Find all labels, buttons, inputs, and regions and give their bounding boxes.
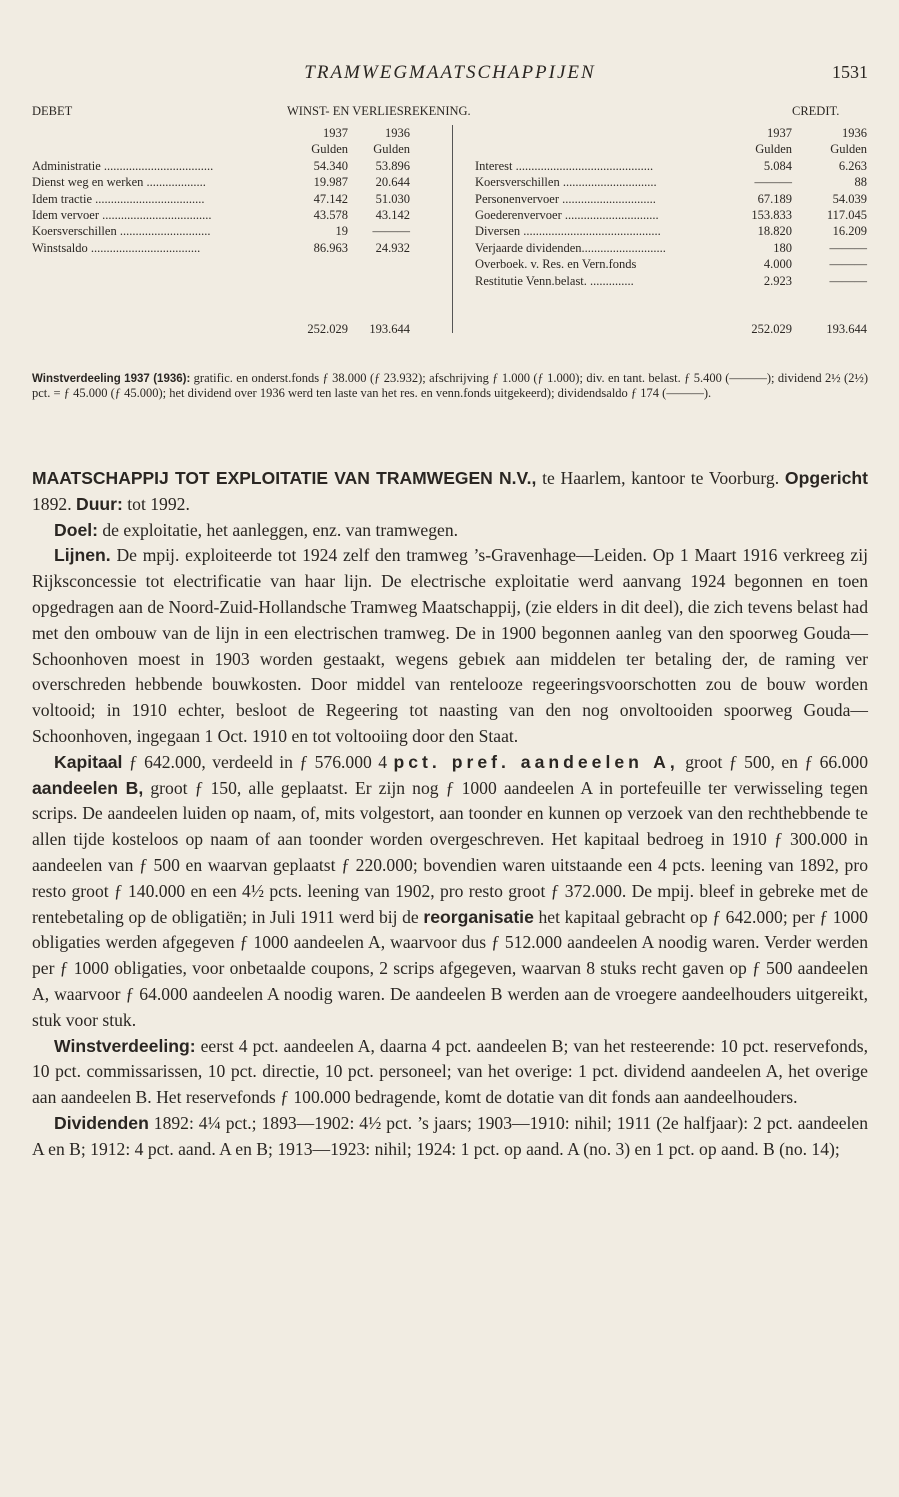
running-header [32,62,868,86]
debet-item-label: Administratie ................................... [32,159,214,173]
debet-item-1936: 53.896 [375,159,410,173]
debet-item-1937: 19 [335,224,348,238]
year-1937-left: 1937 [323,126,348,140]
profit-sharing-text: eerst 4 pct. aandeelen A, daarna 4 pct. aandeelen B; van het resteerende: 10 pct. reservefonds, 10 pct. commissarissen, 10 pct. directie, 10 pct. personeel; van het overige: 1 pct. dividend aandeelen A, het overige aan aandeelen B. Het reservefonds ƒ 100.000 bedragende, komt de dotatie van dit fonds aan aandeelhouders. [32,1035,868,1108]
note-text: gratific. en onderst.fonds ƒ 38.000 (ƒ 23.932); afschrijving ƒ 1.000 (ƒ 1.000); div. en tant. belast. ƒ 5.400 (———); dividend 2½ (2½) pct. = ƒ 45.000 (ƒ 45.000); het dividend over 1936 werd ten laste van het res. en venn.fonds uitgekeerd); dividendsaldo ƒ 174 (———). [32,371,869,400]
profit-distribution-note [32,372,868,400]
capital-text-1: ƒ 642.000, verdeeld in ƒ 576.000 4 [122,751,394,772]
credit-item-1936: ——— [829,241,867,255]
founded-label: Opgericht [784,468,868,488]
reorganisation-label: reorganisatie [423,906,534,927]
year-1936-left: 1936 [385,126,410,140]
debet-item-1937: 47.142 [313,192,348,206]
lines-text: De mpij. exploiteerde tot 1924 zelf den tramweg ’s-Gravenhage—Leiden. Op 1 Maart 1916 verkreeg zij Rijksconcessie tot electrificatie van haar lijn. De electrische exploitatie werd aanvang 1924 begonnen en toen opgedragen aan de Noord-Zuid-Hollandsche Tramweg Maatschappij, (zie elders in dit deel), die zich tevens belast had met den ombouw van de lijn in een electrischen tramweg. De in 1900 begonnen aanleg van den spoorweg Gouda—Schoonhoven moest in 1903 worden gestaakt, wegens gebıek aan middelen ter betaling der, de raming ver overschreden hebbende bouwkosten. Door middel van rentelooze regeeringsvoorschotten zou de bouw worden voltooid; in 1910 echter, besloot de Regeering tot naasting van den nog onvoltooiden spoorweg Gouda—Schoonhoven, ingegaan 1 Oct. 1910 en tot voltooiing door den Staat. [32,545,868,746]
debet-item-1937: 54.340 [313,159,348,173]
credit-item-1937: 153.833 [751,208,792,222]
credit-item-label: Goederenvervoer .............................. [475,208,659,222]
debet-item-label: Koersverschillen ............................. [32,224,211,238]
credit-item-1936: ——— [829,257,867,271]
duration-value: tot 1992. [122,493,190,514]
capital-text-3: groot ƒ 150, alle geplaatst. Er zijn nog ƒ 1000 aandeelen A in portefeuille ter verwisseling tegen scrips. De aandeelen luiden op naam, of, mits volgestort, aan toonder en kunnen op verzoek van den rechthebbende te allen tijde kosteloos op naam of aan toonder worden overgeschreven. Het kapitaal bedroeg in 1910 ƒ 300.000 in aandeelen van ƒ 500 en waarvan geplaatst ƒ 220.000; bovendien waren uitstaande een 4 pcts. leening van 1892, pro resto groot ƒ 140.000 en een 4½ pcts. leening van 1902, pro resto groot ƒ 372.000. De mpij. bleef in gebreke met de rentebetaling op de obligatiën; in Juli 1911 werd bij de [32,777,868,927]
founded-value: 1892. [32,493,76,514]
credit-item-1937: 5.084 [763,159,792,173]
page-number: 1531 [832,62,868,82]
purpose-label: Doel: [54,519,98,540]
credit-item-1937: 180 [773,241,792,255]
credit-item-1937: 67.189 [757,192,792,206]
credit-item-1936: 6.263 [838,159,867,173]
duration-label: Duur: [75,493,123,514]
debet-item-1937: 19.987 [313,175,348,189]
debet-item-label: Winstsaldo ................................... [32,241,201,255]
credit-label: CREDIT. [792,104,840,118]
gulden-left-b: Gulden [373,142,410,156]
year-1936-right: 1936 [842,126,867,140]
company-entry [32,466,868,1163]
running-title: TRAMWEGMAATSCHAPPIJEN [304,62,596,83]
capital-label: Kapitaal [54,751,123,772]
debet-item-1936: 20.644 [375,175,410,189]
credit-item-label: Personenvervoer .............................. [475,192,656,206]
credit-item-1936: 117.045 [826,208,867,222]
credit-item-label: Koersverschillen .............................. [475,175,657,189]
gulden-right-b: Gulden [830,142,867,156]
capital-text-4: het kapitaal gebracht op ƒ 642.000; per ƒ 1000 obligaties werden afgegeven ƒ 1000 aandeelen A, waarvoor dus ƒ 512.000 aandeelen A noodig waren. Verder werden per ƒ 1000 obligaties, voor onbetaalde coupons, 2 scrips afgegeven, waarvan 8 stuks recht gaven op ƒ 500 aandeelen A, waarvoor ƒ 64.000 aandeelen A noodig waren. De aandeelen B werden aan de vroegere aandeelhouders uitgereikt, stuk voor stuk. [32,906,868,1030]
debet-item-1936: ——— [372,224,410,238]
credit-item-1937: 18.820 [757,224,792,238]
profit-sharing-label: Winstverdeeling: [54,1035,196,1056]
credit-item-label: Verjaarde dividenden........................... [475,241,666,255]
company-location: te Haarlem, kantoor te Voorburg. [536,468,785,488]
credit-item-1937: 4.000 [763,257,792,271]
gulden-right-a: Gulden [755,142,792,156]
debet-item-label: Dienst weg en werken ................... [32,175,206,189]
capital-text-2: groot ƒ 500, en ƒ 66.000 [678,751,869,772]
company-name: MAATSCHAPPIJ TOT EXPLOITATIE VAN TRAMWEGEN N.V., [32,468,537,488]
credit-item-label: Diversen ............................................ [475,224,661,238]
capital-pref-shares: pct. pref. aandeelen A, [393,751,679,772]
credit-item-1937: 2.923 [763,274,792,288]
credit-item-label: Interest ............................................ [475,159,654,173]
note-label: Winstverdeeling 1937 (1936): [32,373,191,385]
credit-item-1936: 88 [854,175,867,189]
debet-label: DEBET [32,104,73,118]
profit-loss-account [32,103,868,345]
credit-item-1936: 16.209 [832,224,867,238]
debet-item-1936: 43.142 [375,208,410,222]
capital-b-shares: aandeelen B, [32,777,144,798]
purpose-text: de exploitatie, het aanleggen, enz. van tramwegen. [97,519,459,540]
credit-item-1937: ——— [754,175,792,189]
credit-item-1936: ——— [829,274,867,288]
debet-item-1936: 24.932 [375,241,410,255]
lines-label: Lijnen. [54,545,111,566]
debet-total-1937: 252.029 [307,322,348,336]
account-title: WINST- EN VERLIESREKENING. [287,104,471,118]
debet-item-label: Idem vervoer ................................... [32,208,212,222]
credit-item-label: Overboek. v. Res. en Vern.fonds [475,257,637,271]
credit-item-1936: 54.039 [832,192,867,206]
gulden-left-a: Gulden [311,142,348,156]
debet-item-label: Idem tractie ................................... [32,192,205,206]
debet-item-1936: 51.030 [375,192,410,206]
column-divider [452,125,453,333]
credit-item-label: Restitutie Venn.belast. .............. [475,274,634,288]
dividends-text: 1892: 4¼ pct.; 1893—1902: 4½ pct. ’s jaars; 1903—1910: nihil; 1911 (2e halfjaar): 2 pct. aandeelen A en B; 1912: 4 pct. aand. A en B; 1913—1923: nihil; 1924: 1 pct. op aand. A (no. 3) en 1 pct. op aand. B (no. 14); [32,1112,868,1159]
debet-item-1937: 86.963 [313,241,348,255]
credit-total-1936: 193.644 [826,322,867,336]
debet-item-1937: 43.578 [313,208,348,222]
dividends-label: Dividenden [54,1112,149,1133]
credit-total-1937: 252.029 [751,322,792,336]
debet-total-1936: 193.644 [369,322,410,336]
year-1937-right: 1937 [767,126,792,140]
